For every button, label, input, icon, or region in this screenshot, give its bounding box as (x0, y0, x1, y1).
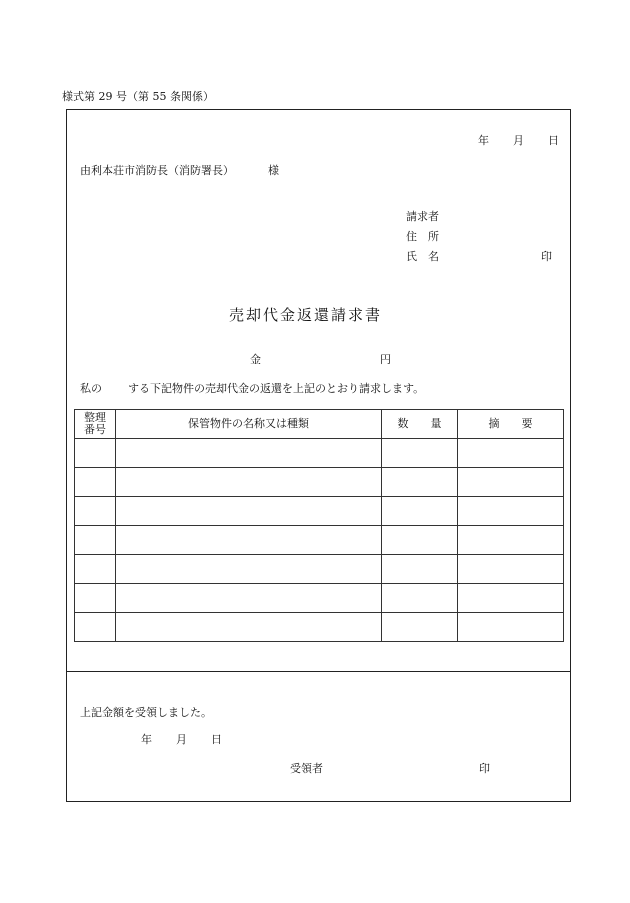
cell-name[interactable] (116, 555, 382, 584)
receiver-seal: 印 (479, 762, 490, 775)
cell-name[interactable] (116, 468, 382, 497)
header-number-line1: 整理 (84, 411, 106, 424)
date-year: 年 (478, 134, 489, 147)
table-row (75, 584, 564, 613)
statement-prefix: 私の (80, 382, 102, 395)
cell-number[interactable] (75, 584, 116, 613)
table-row (75, 555, 564, 584)
cell-number[interactable] (75, 526, 116, 555)
receipt-month: 月 (176, 733, 187, 746)
addressee-honorific: 様 (268, 164, 279, 177)
cell-name[interactable] (116, 584, 382, 613)
cell-remarks[interactable] (458, 468, 564, 497)
header-remarks: 摘 要 (458, 410, 564, 439)
table-row (75, 439, 564, 468)
cell-name[interactable] (116, 526, 382, 555)
cell-quantity[interactable] (382, 584, 458, 613)
cell-number[interactable] (75, 497, 116, 526)
form-number: 様式第 29 号（第 55 条関係） (62, 90, 214, 103)
cell-remarks[interactable] (458, 584, 564, 613)
cell-name[interactable] (116, 497, 382, 526)
header-quantity: 数 量 (382, 410, 458, 439)
cell-quantity[interactable] (382, 526, 458, 555)
header-number (75, 410, 116, 439)
amount-prefix: 金 (250, 353, 261, 366)
cell-number[interactable] (75, 439, 116, 468)
header-number-line2: 番号 (84, 423, 106, 436)
requester-label: 請求者 (406, 210, 439, 223)
document-title: 売却代金返還請求書 (229, 306, 383, 324)
cell-remarks[interactable] (458, 526, 564, 555)
cell-number[interactable] (75, 555, 116, 584)
section-divider (66, 671, 571, 672)
table-row (75, 526, 564, 555)
table-row (75, 497, 564, 526)
cell-quantity[interactable] (382, 497, 458, 526)
addressee-name: 由利本荘市消防長（消防署長） (80, 164, 234, 177)
receipt-year: 年 (141, 733, 152, 746)
cell-name[interactable] (116, 439, 382, 468)
cell-number[interactable] (75, 468, 116, 497)
cell-number[interactable] (75, 613, 116, 642)
requester-name-label: 氏 名 (406, 250, 439, 263)
date-month: 月 (513, 134, 524, 147)
cell-quantity[interactable] (382, 468, 458, 497)
cell-remarks[interactable] (458, 497, 564, 526)
amount-unit: 円 (380, 353, 391, 366)
cell-remarks[interactable] (458, 555, 564, 584)
receiver-label: 受領者 (290, 762, 323, 775)
table-row (75, 613, 564, 642)
requester-seal: 印 (541, 250, 552, 263)
cell-quantity[interactable] (382, 439, 458, 468)
requester-address-label: 住 所 (406, 230, 439, 243)
statement-body: する下記物件の売却代金の返還を上記のとおり請求します。 (128, 382, 425, 395)
cell-remarks[interactable] (458, 613, 564, 642)
cell-name[interactable] (116, 613, 382, 642)
cell-quantity[interactable] (382, 613, 458, 642)
receipt-day: 日 (211, 733, 222, 746)
cell-remarks[interactable] (458, 439, 564, 468)
table-header-row (75, 410, 564, 439)
receipt-statement: 上記金額を受領しました。 (80, 706, 212, 719)
header-name: 保管物件の名称又は種類 (116, 410, 382, 439)
cell-quantity[interactable] (382, 555, 458, 584)
date-day: 日 (548, 134, 559, 147)
table-row (75, 468, 564, 497)
items-table (74, 409, 564, 642)
